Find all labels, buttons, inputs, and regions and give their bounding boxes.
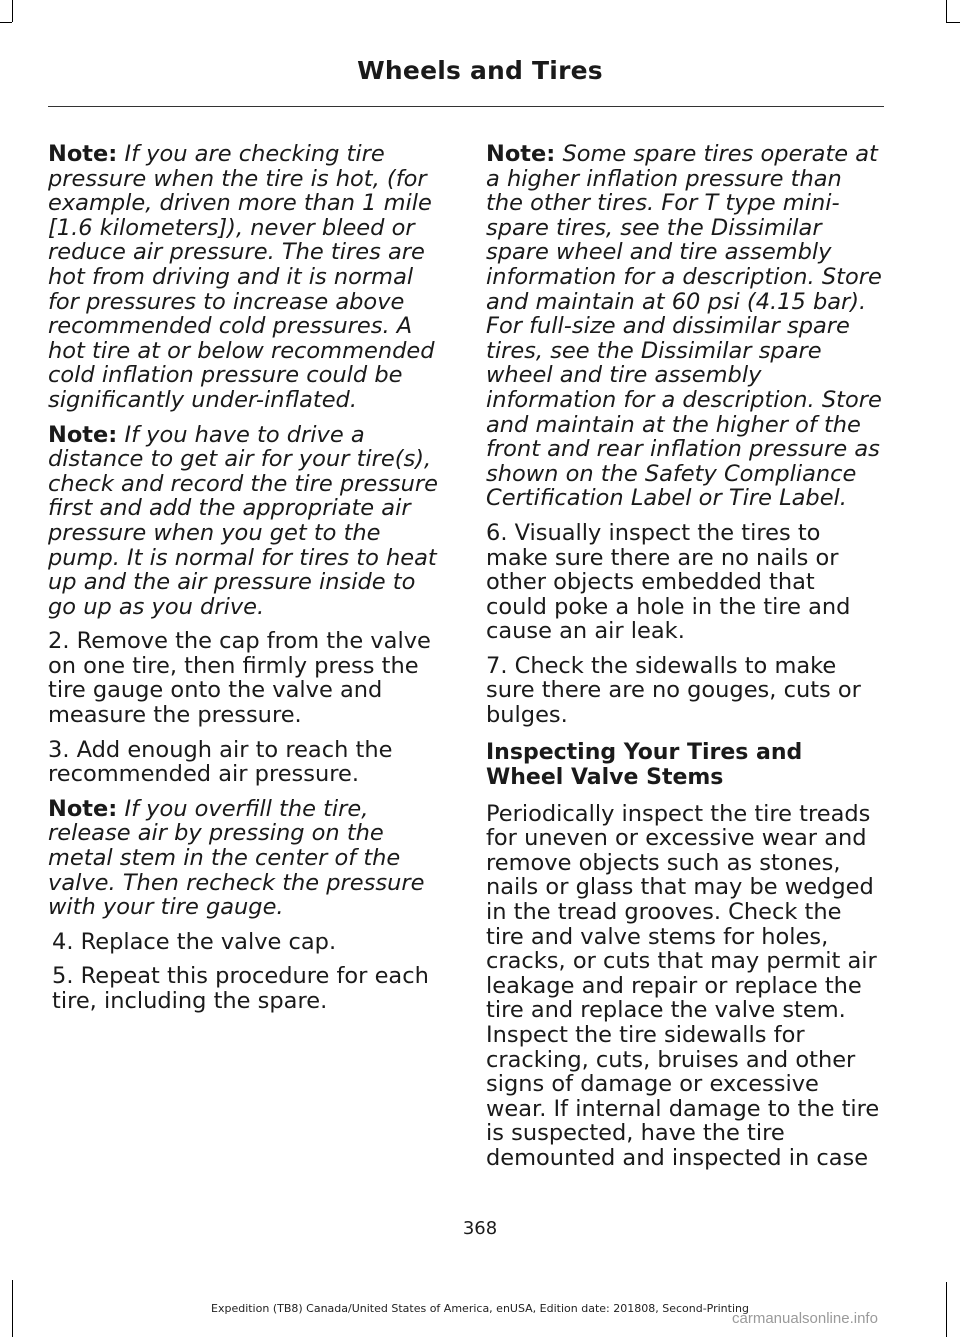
note-label: Note: <box>48 141 118 167</box>
header-divider <box>48 106 884 107</box>
note-label: Note: <box>48 421 118 448</box>
step-7: 7. Check the sidewalls to make sure there are no gouges, cuts or bulges. <box>486 652 861 729</box>
step-6: 6. Visually inspect the tires to make sure there are no nails or other objects embedded that could poke a hole in the tire and cause an air leak. <box>486 519 851 645</box>
section-body: Periodically inspect the tire treads for uneven or excessive wear and remove objects such as stones, nails or glass that may be wedged in the tread grooves. Check the tire and valve stems for holes, cracks, or cuts that may permit air leakage and repair or replace the tire and replace the valve stem. Inspect the tire sidewalls for cracking, cuts, bruises and other signs of damage or excessive wear. If internal damage to the tire is suspected, have the tire demounted and inspected in case <box>486 800 880 1171</box>
crop-mark <box>0 22 12 23</box>
step-4: 4. Replace the valve cap. <box>52 928 337 955</box>
note-paragraph <box>48 797 444 920</box>
watermark: carmanualsonline.info <box>732 1310 878 1327</box>
note-paragraph <box>48 142 444 413</box>
note-text: Some spare tires operate at a higher inflation pressure than the other tires. For T type mini-spare tires, see the Dissimilar spare wheel and tire assembly information for a description. Store and maintain at 60 psi (4.15 bar). For full-size and dissimilar spare tires, see the Dissimilar spare wheel and tire assembly information for a description. Store and maintain at the higher of the front and rear inflation pressure as shown on the Safety Compliance Certification Label or Tire Label. <box>486 141 882 512</box>
step-3: 3. Add enough air to reach the recommended air pressure. <box>48 736 393 788</box>
crop-mark <box>946 0 947 22</box>
note-text: If you are checking tire pressure when the tire is hot, (for example, driven more than 1 mile [1.6 kilometers]), never bleed or reduce air pressure. The tires are hot from driving and it is normal for pressures to increase above recommended cold pressures. A hot tire at or below recommended cold inflation pressure could be significantly under-inflated. <box>48 141 435 413</box>
step-5: 5. Repeat this procedure for each tire, including the spare. <box>52 963 429 1014</box>
note-label: Note: <box>48 795 118 822</box>
step-2: 2. Remove the cap from the valve on one tire, then firmly press the tire gauge onto the valve and measure the pressure. <box>48 628 431 729</box>
note-paragraph <box>486 142 882 511</box>
edition-footer: Expedition (TB8) Canada/United States of America, enUSA, Edition date: 201808, Second-Printing <box>211 1302 749 1315</box>
note-paragraph <box>48 423 444 620</box>
page-title: Wheels and Tires <box>357 56 603 85</box>
note-text: If you overfill the tire, release air by pressing on the metal stem in the center of the valve. Then recheck the pressure with your tire gauge. <box>48 795 425 921</box>
crop-mark <box>946 22 960 23</box>
left-column <box>48 142 444 1024</box>
note-label: Note: <box>486 141 556 167</box>
right-column <box>486 142 882 1181</box>
crop-mark <box>12 0 13 22</box>
section-heading: Inspecting Your Tires and Wheel Valve Stems <box>486 739 803 790</box>
page-number: 368 <box>462 1218 498 1239</box>
note-text: If you have to drive a distance to get air for your tire(s), check and record the tire pressure first and add the appropriate air pressure when you get to the pump. It is normal for tires to heat up and the air pressure inside to go up as you drive. <box>48 421 438 620</box>
